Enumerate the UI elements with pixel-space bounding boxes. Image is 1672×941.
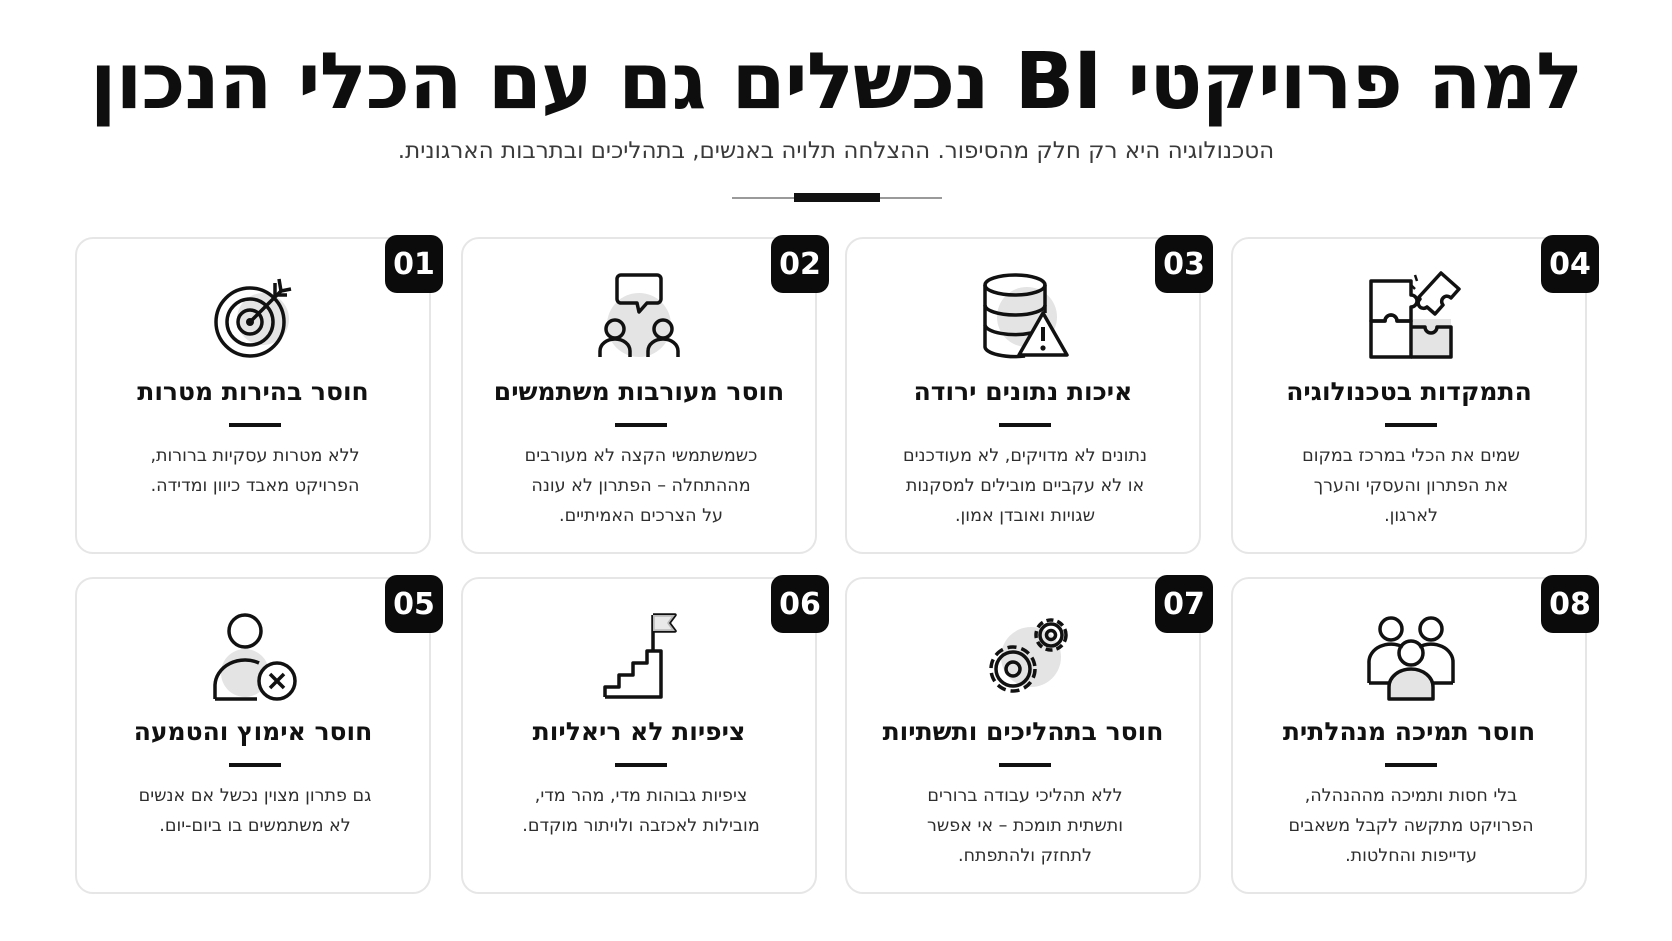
card-title: איכות נתונים ירודה xyxy=(913,377,1133,406)
card-title: התמקדות בטכנולוגיה xyxy=(1286,377,1532,406)
card-title-underline xyxy=(229,763,281,767)
page-title: למה פרויקטי BI נכשלים גם עם הכלי הנכון xyxy=(89,37,1583,127)
card-08 xyxy=(1231,577,1591,894)
card-title-underline xyxy=(615,763,667,767)
card-description-line: ללא מטרות עסקיות ברורות, xyxy=(150,446,360,466)
target-icon xyxy=(205,267,305,367)
stairs-flag-icon xyxy=(591,607,691,707)
card-05 xyxy=(75,577,435,894)
card-description-line: הפרויקט מתקשה לקבל משאבים xyxy=(1288,816,1534,836)
card-number-badge: 07 xyxy=(1155,575,1213,633)
card-description xyxy=(867,441,1183,531)
card-description xyxy=(1253,441,1569,531)
card-description xyxy=(483,441,799,531)
card-number-badge: 05 xyxy=(385,575,443,633)
card-title: ציפיות לא ריאליות xyxy=(532,717,746,746)
header-divider-accent xyxy=(794,193,880,202)
card-title: חוסר אימוץ והטמעה xyxy=(133,717,373,746)
card-number-badge: 01 xyxy=(385,235,443,293)
card-title-underline xyxy=(615,423,667,427)
card-description xyxy=(1253,781,1569,871)
card-title-underline xyxy=(1385,423,1437,427)
card-description-line: ללא תהליכי עבודה ברורים xyxy=(927,786,1123,806)
card-06 xyxy=(461,577,821,894)
team-icon xyxy=(1361,607,1461,707)
database-warning-icon xyxy=(975,267,1075,367)
card-description-line: מההתחלה – הפתרון לא עונה xyxy=(531,476,751,496)
card-title: חוסר תמיכה מנהלתית xyxy=(1282,717,1536,746)
card-description-line: לארגון. xyxy=(1384,506,1438,526)
card-description-line: לא משתמשים בו ביום-יום. xyxy=(159,816,351,836)
card-description-line: נתונים לא מדויקים, לא מעודכנים xyxy=(903,446,1147,466)
card-title: חוסר בתהליכים ותשתיות xyxy=(882,717,1164,746)
card-description-line: ציפיות גבוהות מדי, מהר מדי, xyxy=(534,786,748,806)
card-number-badge: 02 xyxy=(771,235,829,293)
gears-icon xyxy=(975,607,1075,707)
users-chat-icon xyxy=(591,267,691,367)
card-04 xyxy=(1231,237,1591,554)
card-description-line: לתחזק ולהתפתח. xyxy=(958,846,1092,866)
puzzle-icon xyxy=(1361,267,1461,367)
card-description-line: את הפתרון והעסקי והערך xyxy=(1313,476,1509,496)
card-title-underline xyxy=(1385,763,1437,767)
card-description-line: או לא עקביים מובילים למסקנות xyxy=(905,476,1145,496)
card-03 xyxy=(845,237,1205,554)
card-title: חוסר בהירות מטרות xyxy=(137,377,369,406)
card-number-badge: 08 xyxy=(1541,575,1599,633)
card-description-line: שמים את הכלי במרכז במקום xyxy=(1302,446,1520,466)
card-description-line: שגויות ואובדן אמון. xyxy=(954,506,1096,526)
card-description-line: הפרויקט מאבד כיוון ומדידה. xyxy=(150,476,360,496)
card-title-underline xyxy=(229,423,281,427)
card-02 xyxy=(461,237,821,554)
card-title: חוסר מעורבות משתמשים xyxy=(493,377,785,406)
user-x-icon xyxy=(205,607,305,707)
card-title-underline xyxy=(999,763,1051,767)
card-description-line: מובילות לאכזבה ולויתור מוקדם. xyxy=(522,816,760,836)
card-description-line: כשמשתמשי הקצה לא מעורבים xyxy=(524,446,758,466)
card-description-line: על הצרכים האמיתיים. xyxy=(559,506,723,526)
card-01 xyxy=(75,237,435,554)
card-description xyxy=(97,441,413,501)
card-description xyxy=(483,781,799,841)
card-description-line: גם פתרון מצוין נכשל אם אנשים xyxy=(138,786,372,806)
card-description-line: עדייפות והחלטות. xyxy=(1345,846,1477,866)
card-description-line: ותשתית תומכת – אי אפשר xyxy=(926,816,1123,836)
card-number-badge: 03 xyxy=(1155,235,1213,293)
card-description xyxy=(867,781,1183,871)
card-number-badge: 04 xyxy=(1541,235,1599,293)
card-number-badge: 06 xyxy=(771,575,829,633)
card-07 xyxy=(845,577,1205,894)
page-subtitle: הטכנולוגיה היא רק חלק מהסיפור. ההצלחה תלויה באנשים, בתהליכים ובתרבות הארגונית. xyxy=(397,138,1275,164)
card-description-line: בלי חסות ותמיכה מההנהלה, xyxy=(1304,786,1518,806)
card-description xyxy=(97,781,413,841)
card-title-underline xyxy=(999,423,1051,427)
